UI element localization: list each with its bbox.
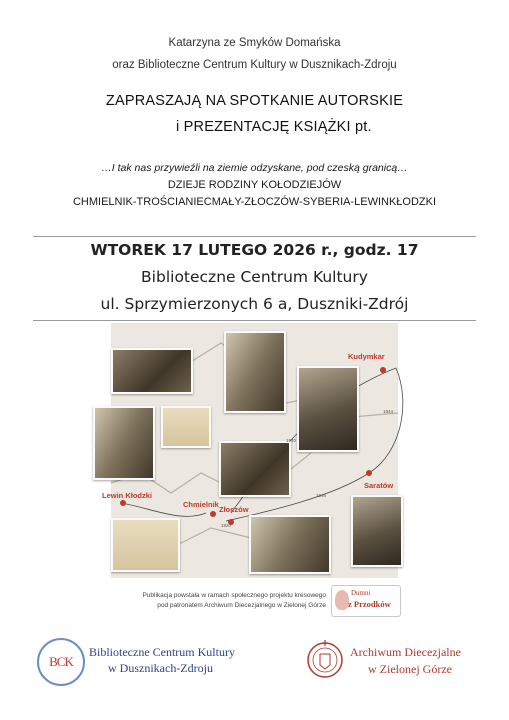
photo-family-portrait [224, 331, 286, 413]
event-place: Biblioteczne Centrum Kultury [141, 268, 368, 286]
photo-document1 [161, 406, 211, 448]
city-saratow: Saratów [364, 481, 394, 490]
photo-children [351, 495, 403, 567]
archive-emblem-icon [306, 637, 344, 683]
project-note-line1: Publikacja powstała w ramach społecznego projektu kresowego [142, 592, 326, 599]
city-zloczow: Złoczów [219, 505, 249, 514]
map-collage [102, 323, 398, 578]
badge-dumni-z-przodkow [331, 585, 401, 617]
headline-line1: ZAPRASZAJĄ NA SPOTKANIE AUTORSKIE [105, 93, 404, 109]
bck-logo-icon [37, 638, 85, 686]
photo-document2 [111, 518, 180, 572]
headline-line2: i PREZENTACJĘ KSIĄŻKI pt. [176, 119, 372, 135]
event-address: ul. Sprzymierzonych 6 a, Duszniki-Zdrój [100, 295, 409, 313]
book-title: …I tak nas przywieźli na ziemie odzyskane, pod czeską granicą… [101, 162, 408, 174]
event-date: WTOREK 17 LUTEGO 2026 r., godz. 17 [90, 241, 419, 259]
bck-logo-line2: w Dusznikach-Zdroju [108, 661, 213, 675]
dot-kudymkar [380, 367, 386, 373]
city-kudymkar: Kudymkar [348, 352, 385, 361]
photo-couple [297, 366, 359, 452]
intro-organizer: oraz Biblioteczne Centrum Kultury w Dusznikach-Zdroju [112, 59, 397, 71]
archive-logo-line2: w Zielonej Górze [368, 662, 452, 676]
archive-logo-line1: Archiwum Diecezjalne [350, 645, 461, 659]
route-return-north [369, 368, 403, 473]
book-subtitle2: CHMIELNIK-TROŚCIANIECMAŁY-ZŁOCZÓW-SYBERIA-LEWINKŁODZKI [72, 196, 437, 208]
divider-bottom [33, 320, 476, 321]
dot-saratow [366, 470, 372, 476]
year-label-1944: 1944 [383, 409, 394, 414]
photo-field [249, 515, 331, 574]
intro-author: Katarzyna ze Smyków Domańska [168, 37, 341, 49]
bck-monogram: BCK [49, 654, 73, 669]
dot-chmielnik [210, 511, 216, 517]
dot-lewin [120, 500, 126, 506]
year-label-1920: 1920 [221, 523, 232, 528]
city-lewin: Lewin Kłodzki [102, 491, 153, 500]
year-label-1940: 1940 [286, 438, 297, 443]
bck-logo-line1: Biblioteczne Centrum Kultury [89, 645, 235, 659]
photo-group-station [111, 348, 193, 394]
badge-line2: z Przodków [348, 599, 391, 609]
city-chmielnik: Chmielnik [183, 500, 219, 509]
divider-top [33, 236, 476, 237]
book-subtitle1: DZIEJE RODZINY KOŁODZIEJÓW [167, 179, 342, 191]
year-label-1946: 1946 [316, 493, 327, 498]
photo-women-group [93, 406, 155, 480]
badge-icon [335, 590, 349, 610]
badge-line1: Dumni [351, 589, 371, 597]
project-note-line2: pod patronatem Archiwum Diecezjalnego w Zielonej Górze [157, 602, 326, 609]
photo-soldiers [219, 441, 291, 497]
